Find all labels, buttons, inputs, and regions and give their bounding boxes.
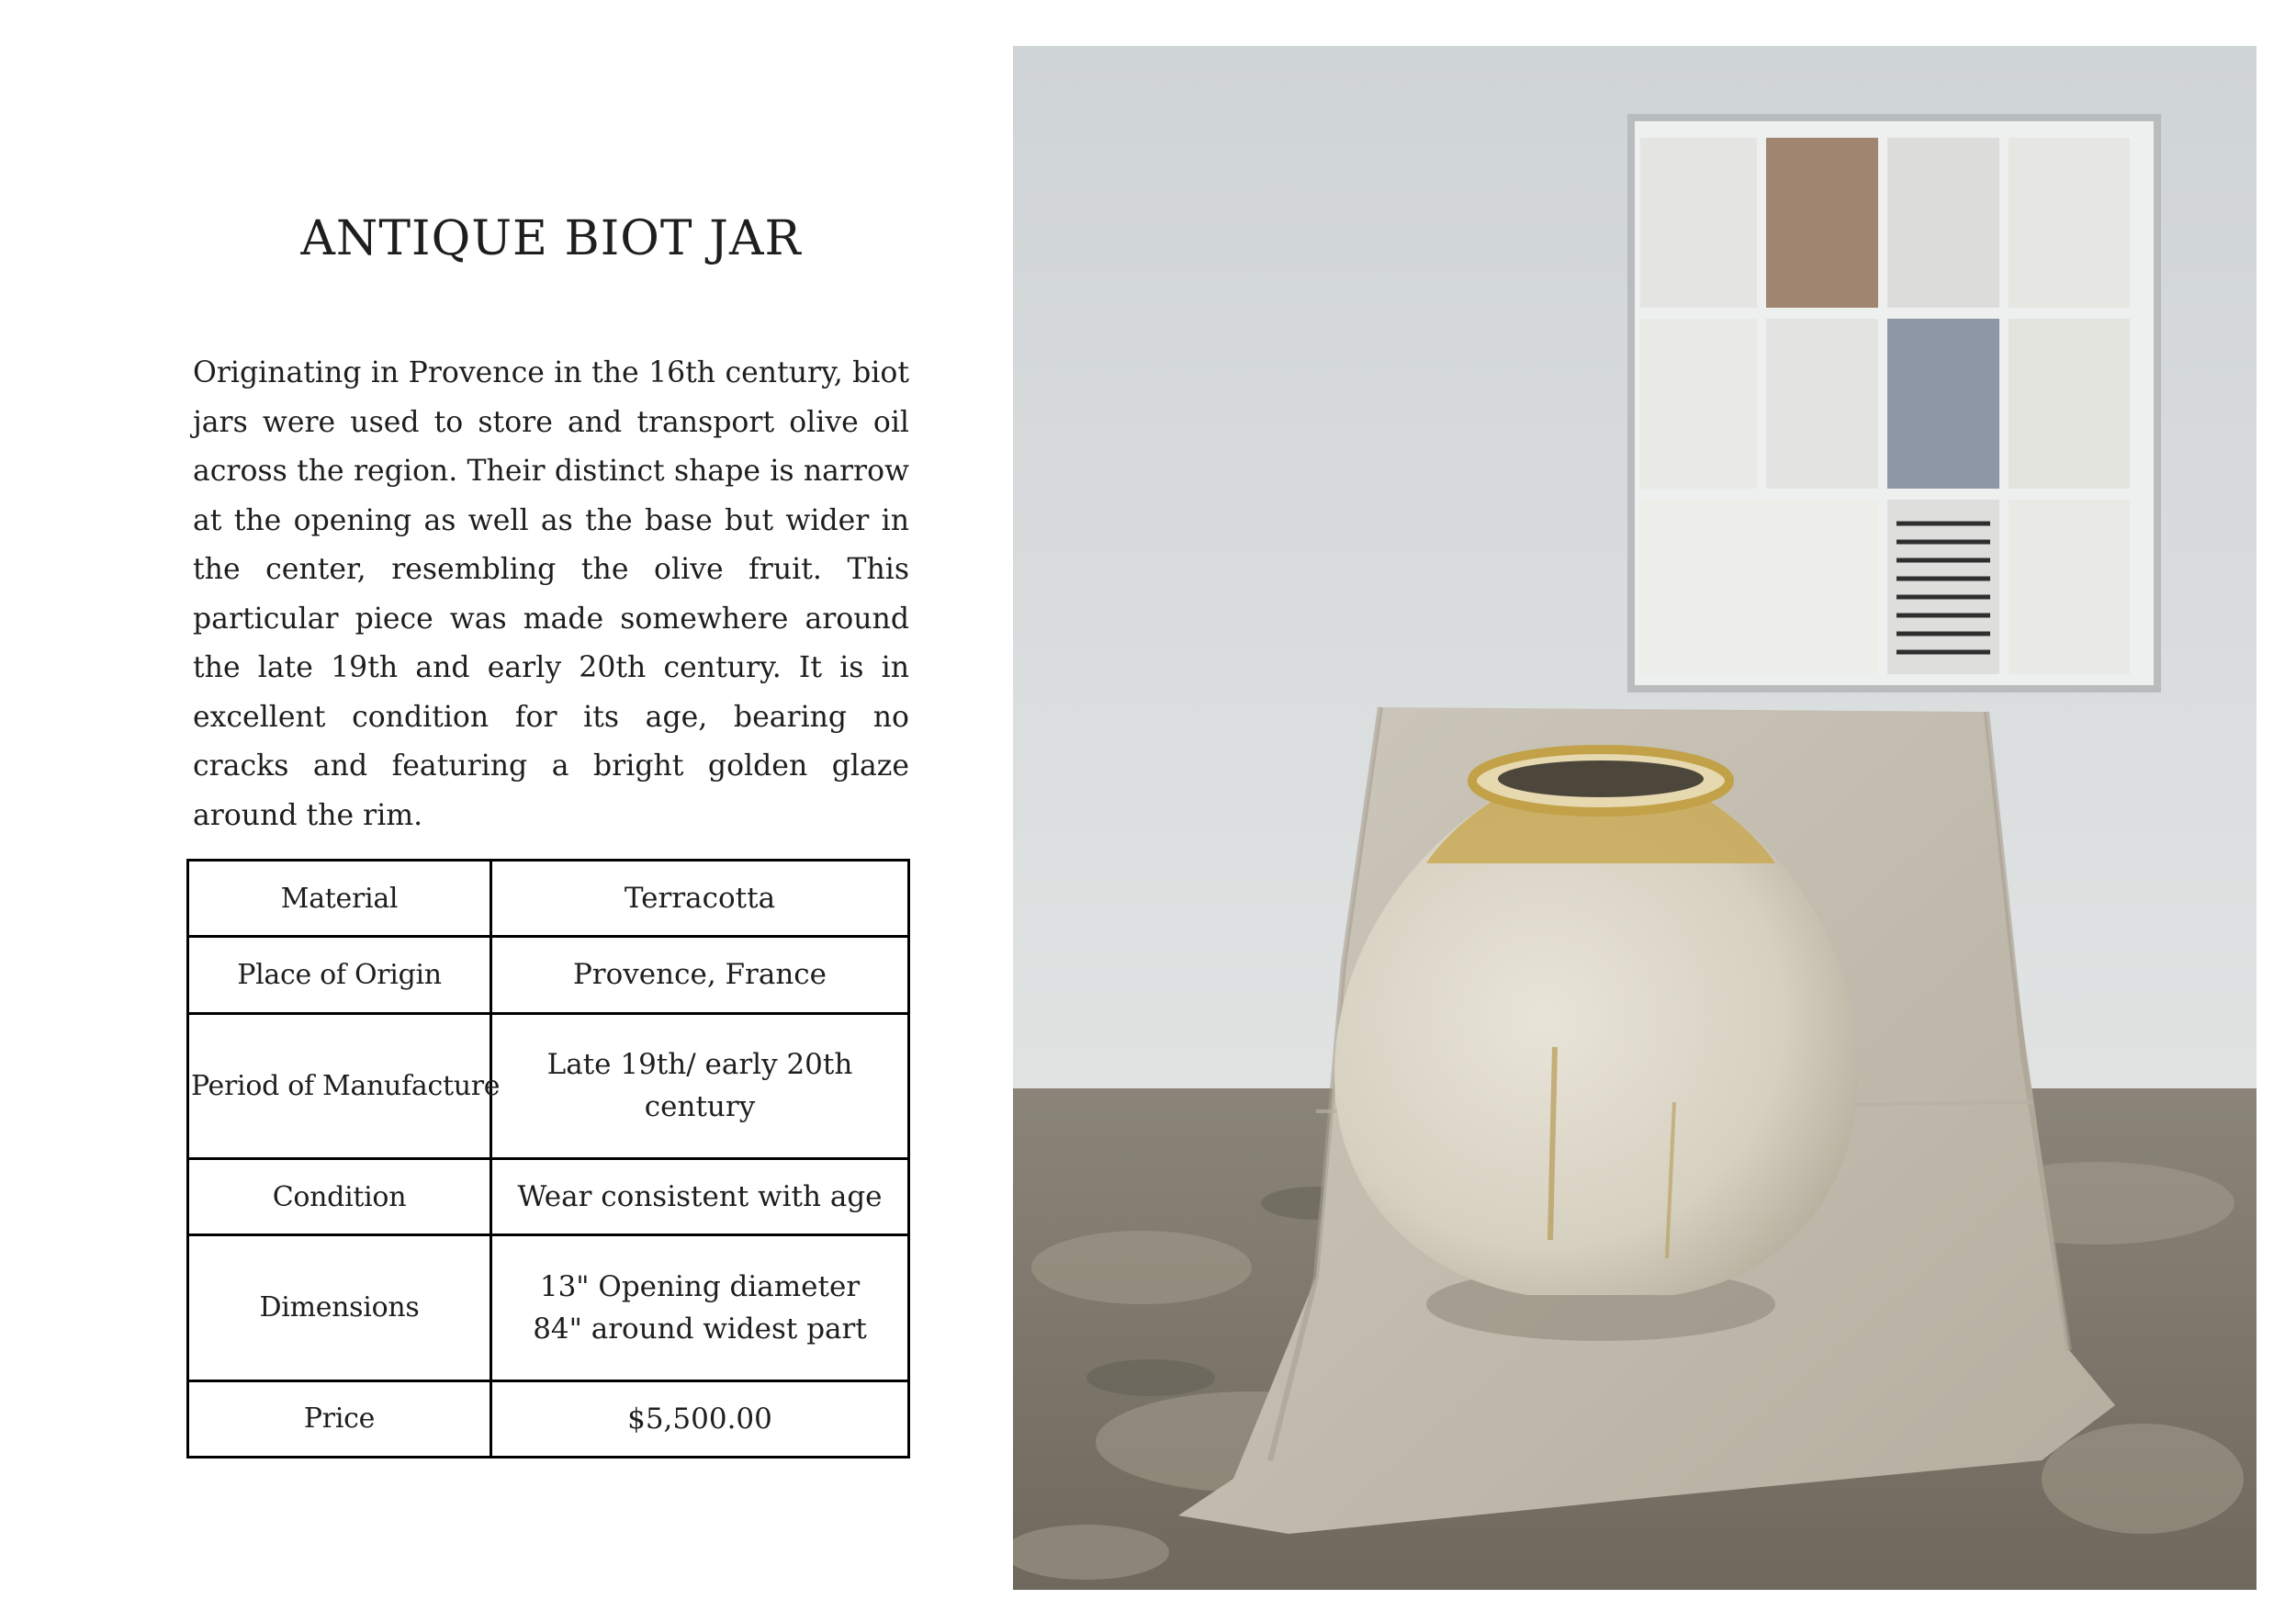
specs-table (186, 859, 910, 1459)
product-photo (1013, 46, 2257, 1590)
table-row (188, 1235, 909, 1380)
spec-label-price: Price (188, 1380, 491, 1457)
spec-value-origin: Provence, France (491, 937, 909, 1013)
product-description: Originating in Provence in the 16th century, biot jars were used to store and transport olive oil across the region. Their distinct shape is narrow at the opening as well as the base but wider in the center, resembling the olive fruit. This particular piece was made somewhere around the late 19th and early 20th century. It is in excellent condition for its age, bearing no cracks and featuring a bright golden glaze around the rim. (193, 356, 909, 832)
table-row (188, 1158, 909, 1234)
spec-value-dimensions (491, 1235, 909, 1380)
table-row (188, 861, 909, 937)
spec-label-condition: Condition (188, 1158, 491, 1234)
dimension-line-2: 84" around widest part (533, 1312, 867, 1346)
product-title: ANTIQUE BIOT JAR (300, 211, 802, 266)
spec-label-dimensions: Dimensions (188, 1235, 491, 1380)
table-row (188, 1013, 909, 1158)
spec-label-period: Period of Manufacture (188, 1013, 491, 1158)
spec-value-condition: Wear consistent with age (491, 1158, 909, 1234)
spec-value-material: Terracotta (491, 861, 909, 937)
spec-value-period: Late 19th/ early 20th century (491, 1013, 909, 1158)
dimension-line-1: 13" Opening diameter (539, 1269, 861, 1303)
spec-value-price: $5,500.00 (491, 1380, 909, 1457)
spec-label-origin: Place of Origin (188, 937, 491, 1013)
table-row (188, 937, 909, 1013)
biot-jar-illustration (1013, 46, 2257, 1590)
window-frame (1631, 118, 2157, 689)
table-row (188, 1380, 909, 1457)
spec-label-material: Material (188, 861, 491, 937)
